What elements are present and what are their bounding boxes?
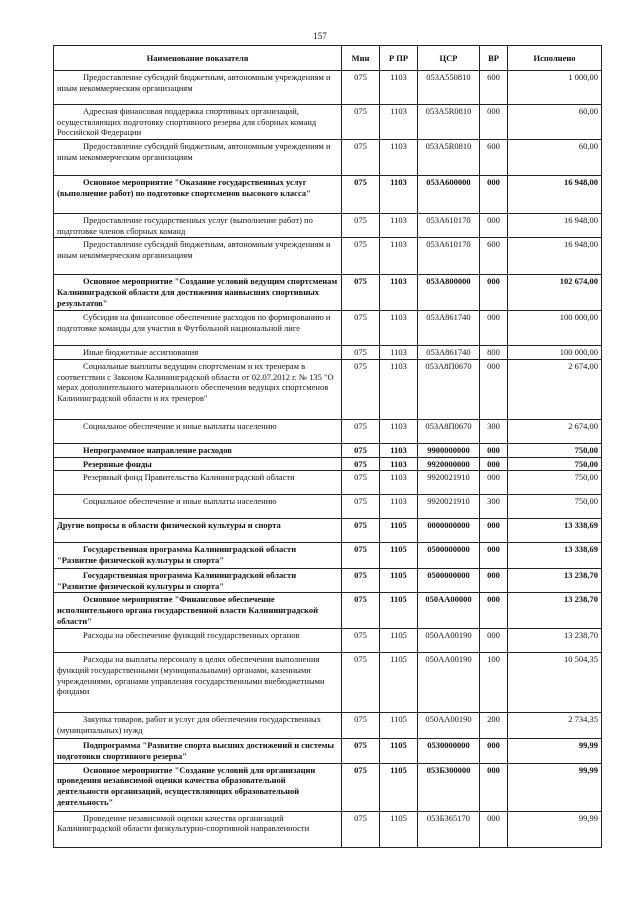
budget-execution-table — [53, 45, 602, 848]
row-vr: 000 — [480, 763, 508, 811]
row-min: 075 — [342, 763, 380, 811]
table-row — [54, 811, 602, 847]
table-row — [54, 629, 602, 653]
row-name: Основное мероприятие "Оказание государственных услуг (выполнение работ) по подготовке спортсменов высокого класса" — [54, 176, 342, 214]
row-amount: 99,99 — [508, 739, 602, 763]
row-min: 075 — [342, 275, 380, 311]
row-amount: 2 734,35 — [508, 713, 602, 739]
row-name: Предоставление субсидий бюджетным, автономным учреждениям и иным некоммерческим организациям — [54, 238, 342, 275]
row-amount: 16 948,00 — [508, 176, 602, 214]
table-row — [54, 71, 602, 105]
header-rpr: Р ПР — [380, 46, 418, 71]
row-rpr: 1103 — [380, 457, 418, 471]
row-csr: 053А610170 — [418, 214, 480, 238]
row-name: Социальное обеспечение и иные выплаты населению — [54, 495, 342, 519]
row-csr: 053А8П0670 — [418, 419, 480, 443]
row-csr: 053Б300000 — [418, 763, 480, 811]
row-csr: 053А5R0810 — [418, 140, 480, 176]
row-csr: 050АА00000 — [418, 593, 480, 629]
row-vr: 600 — [480, 71, 508, 105]
row-rpr: 1105 — [380, 713, 418, 739]
row-csr: 053А861740 — [418, 346, 480, 360]
row-vr: 000 — [480, 543, 508, 569]
header-min: Мин — [342, 46, 380, 71]
row-vr: 000 — [480, 471, 508, 495]
row-amount: 1 000,00 — [508, 71, 602, 105]
row-min: 075 — [342, 811, 380, 847]
row-amount: 750,00 — [508, 443, 602, 457]
row-name: Основное мероприятие "Создание условий ведущим спортсменам Калининградской области для достижения наивысших спортивных результатов" — [54, 275, 342, 311]
row-rpr: 1105 — [380, 653, 418, 713]
row-min: 075 — [342, 311, 380, 346]
row-amount: 750,00 — [508, 457, 602, 471]
row-min: 075 — [342, 457, 380, 471]
row-csr: 0000000000 — [418, 519, 480, 543]
row-csr: 053А8П0670 — [418, 359, 480, 419]
row-vr: 800 — [480, 346, 508, 360]
row-name: Расходы на выплаты персоналу в целях обеспечения выполнения функций государственными (муниципальными) органами, казенными учреждениями, органами управления государственными внебюджетными фондами — [54, 653, 342, 713]
row-rpr: 1105 — [380, 811, 418, 847]
row-amount: 60,00 — [508, 140, 602, 176]
row-csr: 9920000000 — [418, 457, 480, 471]
row-vr: 000 — [480, 275, 508, 311]
table-header-row — [54, 46, 602, 71]
row-name: Государственная программа Калининградской области "Развитие физической культуры и спорта" — [54, 569, 342, 593]
row-vr: 000 — [480, 443, 508, 457]
row-name: Резервные фонды — [54, 457, 342, 471]
row-csr: 053А5R0810 — [418, 105, 480, 140]
row-name: Основное мероприятие "Создание условий для организации проведения независимой оценки качества образовательной деятельности организаций, осуществляющих образовательной деятельность" — [54, 763, 342, 811]
table-row — [54, 105, 602, 140]
row-rpr: 1105 — [380, 763, 418, 811]
row-rpr: 1103 — [380, 140, 418, 176]
row-amount: 13 238,70 — [508, 593, 602, 629]
row-min: 075 — [342, 419, 380, 443]
row-min: 075 — [342, 495, 380, 519]
row-vr: 000 — [480, 519, 508, 543]
row-amount: 13 338,69 — [508, 519, 602, 543]
row-name: Подпрограмма "Развитие спорта высших достижений и системы подготовки спортивного резерва" — [54, 739, 342, 763]
table-row — [54, 653, 602, 713]
table-row — [54, 713, 602, 739]
row-vr: 100 — [480, 653, 508, 713]
row-min: 075 — [342, 238, 380, 275]
table-row — [54, 471, 602, 495]
row-amount: 102 674,00 — [508, 275, 602, 311]
row-rpr: 1103 — [380, 359, 418, 419]
row-vr: 000 — [480, 214, 508, 238]
row-rpr: 1105 — [380, 629, 418, 653]
table-row — [54, 140, 602, 176]
row-rpr: 1105 — [380, 543, 418, 569]
table-row — [54, 739, 602, 763]
row-csr: 053А600000 — [418, 176, 480, 214]
row-rpr: 1103 — [380, 495, 418, 519]
table-body — [54, 71, 602, 848]
row-vr: 300 — [480, 419, 508, 443]
row-csr: 0500000000 — [418, 569, 480, 593]
table-row — [54, 519, 602, 543]
row-min: 075 — [342, 214, 380, 238]
row-amount: 100 000,00 — [508, 346, 602, 360]
table-row — [54, 543, 602, 569]
row-min: 075 — [342, 569, 380, 593]
table-row — [54, 763, 602, 811]
row-amount: 13 238,70 — [508, 569, 602, 593]
row-vr: 000 — [480, 593, 508, 629]
row-name: Непрограммное направление расходов — [54, 443, 342, 457]
row-vr: 000 — [480, 176, 508, 214]
row-min: 075 — [342, 543, 380, 569]
row-name: Иные бюджетные ассигнования — [54, 346, 342, 360]
table-row — [54, 569, 602, 593]
row-min: 075 — [342, 346, 380, 360]
row-csr: 9900000000 — [418, 443, 480, 457]
table-row — [54, 419, 602, 443]
row-vr: 600 — [480, 238, 508, 275]
row-name: Проведение независимой оценки качества организаций Калининградской области физкультурно-спортивной направленности — [54, 811, 342, 847]
row-rpr: 1105 — [380, 519, 418, 543]
row-name: Предоставление субсидий бюджетным, автономным учреждениям и иным некоммерческим организациям — [54, 140, 342, 176]
row-amount: 13 338,69 — [508, 543, 602, 569]
row-min: 075 — [342, 519, 380, 543]
row-name: Предоставление государственных услуг (выполнение работ) по подготовке членов сборных команд — [54, 214, 342, 238]
row-min: 075 — [342, 713, 380, 739]
row-vr: 000 — [480, 569, 508, 593]
row-name: Закупка товаров, работ и услуг для обеспечения государственных (муниципальных) нужд — [54, 713, 342, 739]
table-row — [54, 238, 602, 275]
row-rpr: 1103 — [380, 471, 418, 495]
row-min: 075 — [342, 471, 380, 495]
row-amount: 99,99 — [508, 763, 602, 811]
row-rpr: 1103 — [380, 311, 418, 346]
row-rpr: 1103 — [380, 105, 418, 140]
table-row — [54, 176, 602, 214]
row-csr: 050АА00190 — [418, 713, 480, 739]
row-vr: 000 — [480, 739, 508, 763]
row-rpr: 1105 — [380, 593, 418, 629]
row-name: Государственная программа Калининградской области "Развитие физической культуры и спорта" — [54, 543, 342, 569]
row-vr: 000 — [480, 811, 508, 847]
row-csr: 053А861740 — [418, 311, 480, 346]
row-rpr: 1105 — [380, 569, 418, 593]
row-name: Предоставление субсидий бюджетным, автономным учреждениям и иным некоммерческим организациям — [54, 71, 342, 105]
table-row — [54, 346, 602, 360]
table-row — [54, 495, 602, 519]
row-csr: 050АА00190 — [418, 629, 480, 653]
row-min: 075 — [342, 629, 380, 653]
row-rpr: 1103 — [380, 346, 418, 360]
table-row — [54, 214, 602, 238]
row-amount: 16 948,00 — [508, 214, 602, 238]
row-amount: 16 948,00 — [508, 238, 602, 275]
row-rpr: 1103 — [380, 443, 418, 457]
row-name: Резервный фонд Правительства Калининградской области — [54, 471, 342, 495]
table-row — [54, 311, 602, 346]
row-csr: 053А550810 — [418, 71, 480, 105]
row-name: Расходы на обеспечение функций государственных органов — [54, 629, 342, 653]
row-csr: 053А800000 — [418, 275, 480, 311]
row-rpr: 1103 — [380, 71, 418, 105]
row-csr: 0500000000 — [418, 543, 480, 569]
row-name: Социальные выплаты ведущим спортсменам и их тренерам в соответствии с Законом Калининградской области от 02.07.2012 г. № 135 "О мерах дополнительного материального обеспечения ведущих спортсменов Калининградской области и их тренеров" — [54, 359, 342, 419]
row-amount: 750,00 — [508, 495, 602, 519]
row-amount: 750,00 — [508, 471, 602, 495]
row-min: 075 — [342, 653, 380, 713]
row-vr: 000 — [480, 359, 508, 419]
page-number: 157 — [313, 31, 327, 41]
row-name: Субсидия на финансовое обеспечение расходов по формированию и подготовке команды для участия в Футбольной национальной лиге — [54, 311, 342, 346]
row-csr: 9920021910 — [418, 471, 480, 495]
row-min: 075 — [342, 140, 380, 176]
header-csr: ЦСР — [418, 46, 480, 71]
row-amount: 2 674,00 — [508, 419, 602, 443]
row-min: 075 — [342, 443, 380, 457]
row-vr: 200 — [480, 713, 508, 739]
row-name: Основное мероприятие "Финансовое обеспечение исполнительного органа государственной власти Калининградской области" — [54, 593, 342, 629]
table-row — [54, 275, 602, 311]
row-name: Социальное обеспечение и иные выплаты населению — [54, 419, 342, 443]
row-rpr: 1103 — [380, 275, 418, 311]
row-min: 075 — [342, 593, 380, 629]
row-amount: 13 238,70 — [508, 629, 602, 653]
table-row — [54, 593, 602, 629]
row-min: 075 — [342, 105, 380, 140]
header-name: Наименование показателя — [54, 46, 342, 71]
row-amount: 2 674,00 — [508, 359, 602, 419]
row-csr: 053А610170 — [418, 238, 480, 275]
row-min: 075 — [342, 71, 380, 105]
row-vr: 000 — [480, 457, 508, 471]
row-csr: 0530000000 — [418, 739, 480, 763]
row-rpr: 1105 — [380, 739, 418, 763]
row-csr: 050АА00190 — [418, 653, 480, 713]
row-rpr: 1103 — [380, 419, 418, 443]
row-name: Адресная финансовая поддержка спортивных организаций, осуществляющих подготовку спортивного резерва для сборных команд Российской Федерации — [54, 105, 342, 140]
row-vr: 000 — [480, 629, 508, 653]
header-vr: ВР — [480, 46, 508, 71]
row-min: 075 — [342, 359, 380, 419]
row-rpr: 1103 — [380, 238, 418, 275]
row-amount: 10 504,35 — [508, 653, 602, 713]
row-amount: 99,99 — [508, 811, 602, 847]
row-vr: 600 — [480, 140, 508, 176]
row-min: 075 — [342, 739, 380, 763]
row-rpr: 1103 — [380, 214, 418, 238]
row-min: 075 — [342, 176, 380, 214]
table-row — [54, 443, 602, 457]
row-amount: 100 000,00 — [508, 311, 602, 346]
row-amount: 60,00 — [508, 105, 602, 140]
header-amount: Исполнено — [508, 46, 602, 71]
row-vr: 300 — [480, 495, 508, 519]
row-csr: 053Б365170 — [418, 811, 480, 847]
row-vr: 000 — [480, 311, 508, 346]
row-csr: 9920021910 — [418, 495, 480, 519]
row-name: Другие вопросы в области физической культуры и спорта — [54, 519, 342, 543]
table-row — [54, 457, 602, 471]
row-vr: 000 — [480, 105, 508, 140]
table-row — [54, 359, 602, 419]
row-rpr: 1103 — [380, 176, 418, 214]
